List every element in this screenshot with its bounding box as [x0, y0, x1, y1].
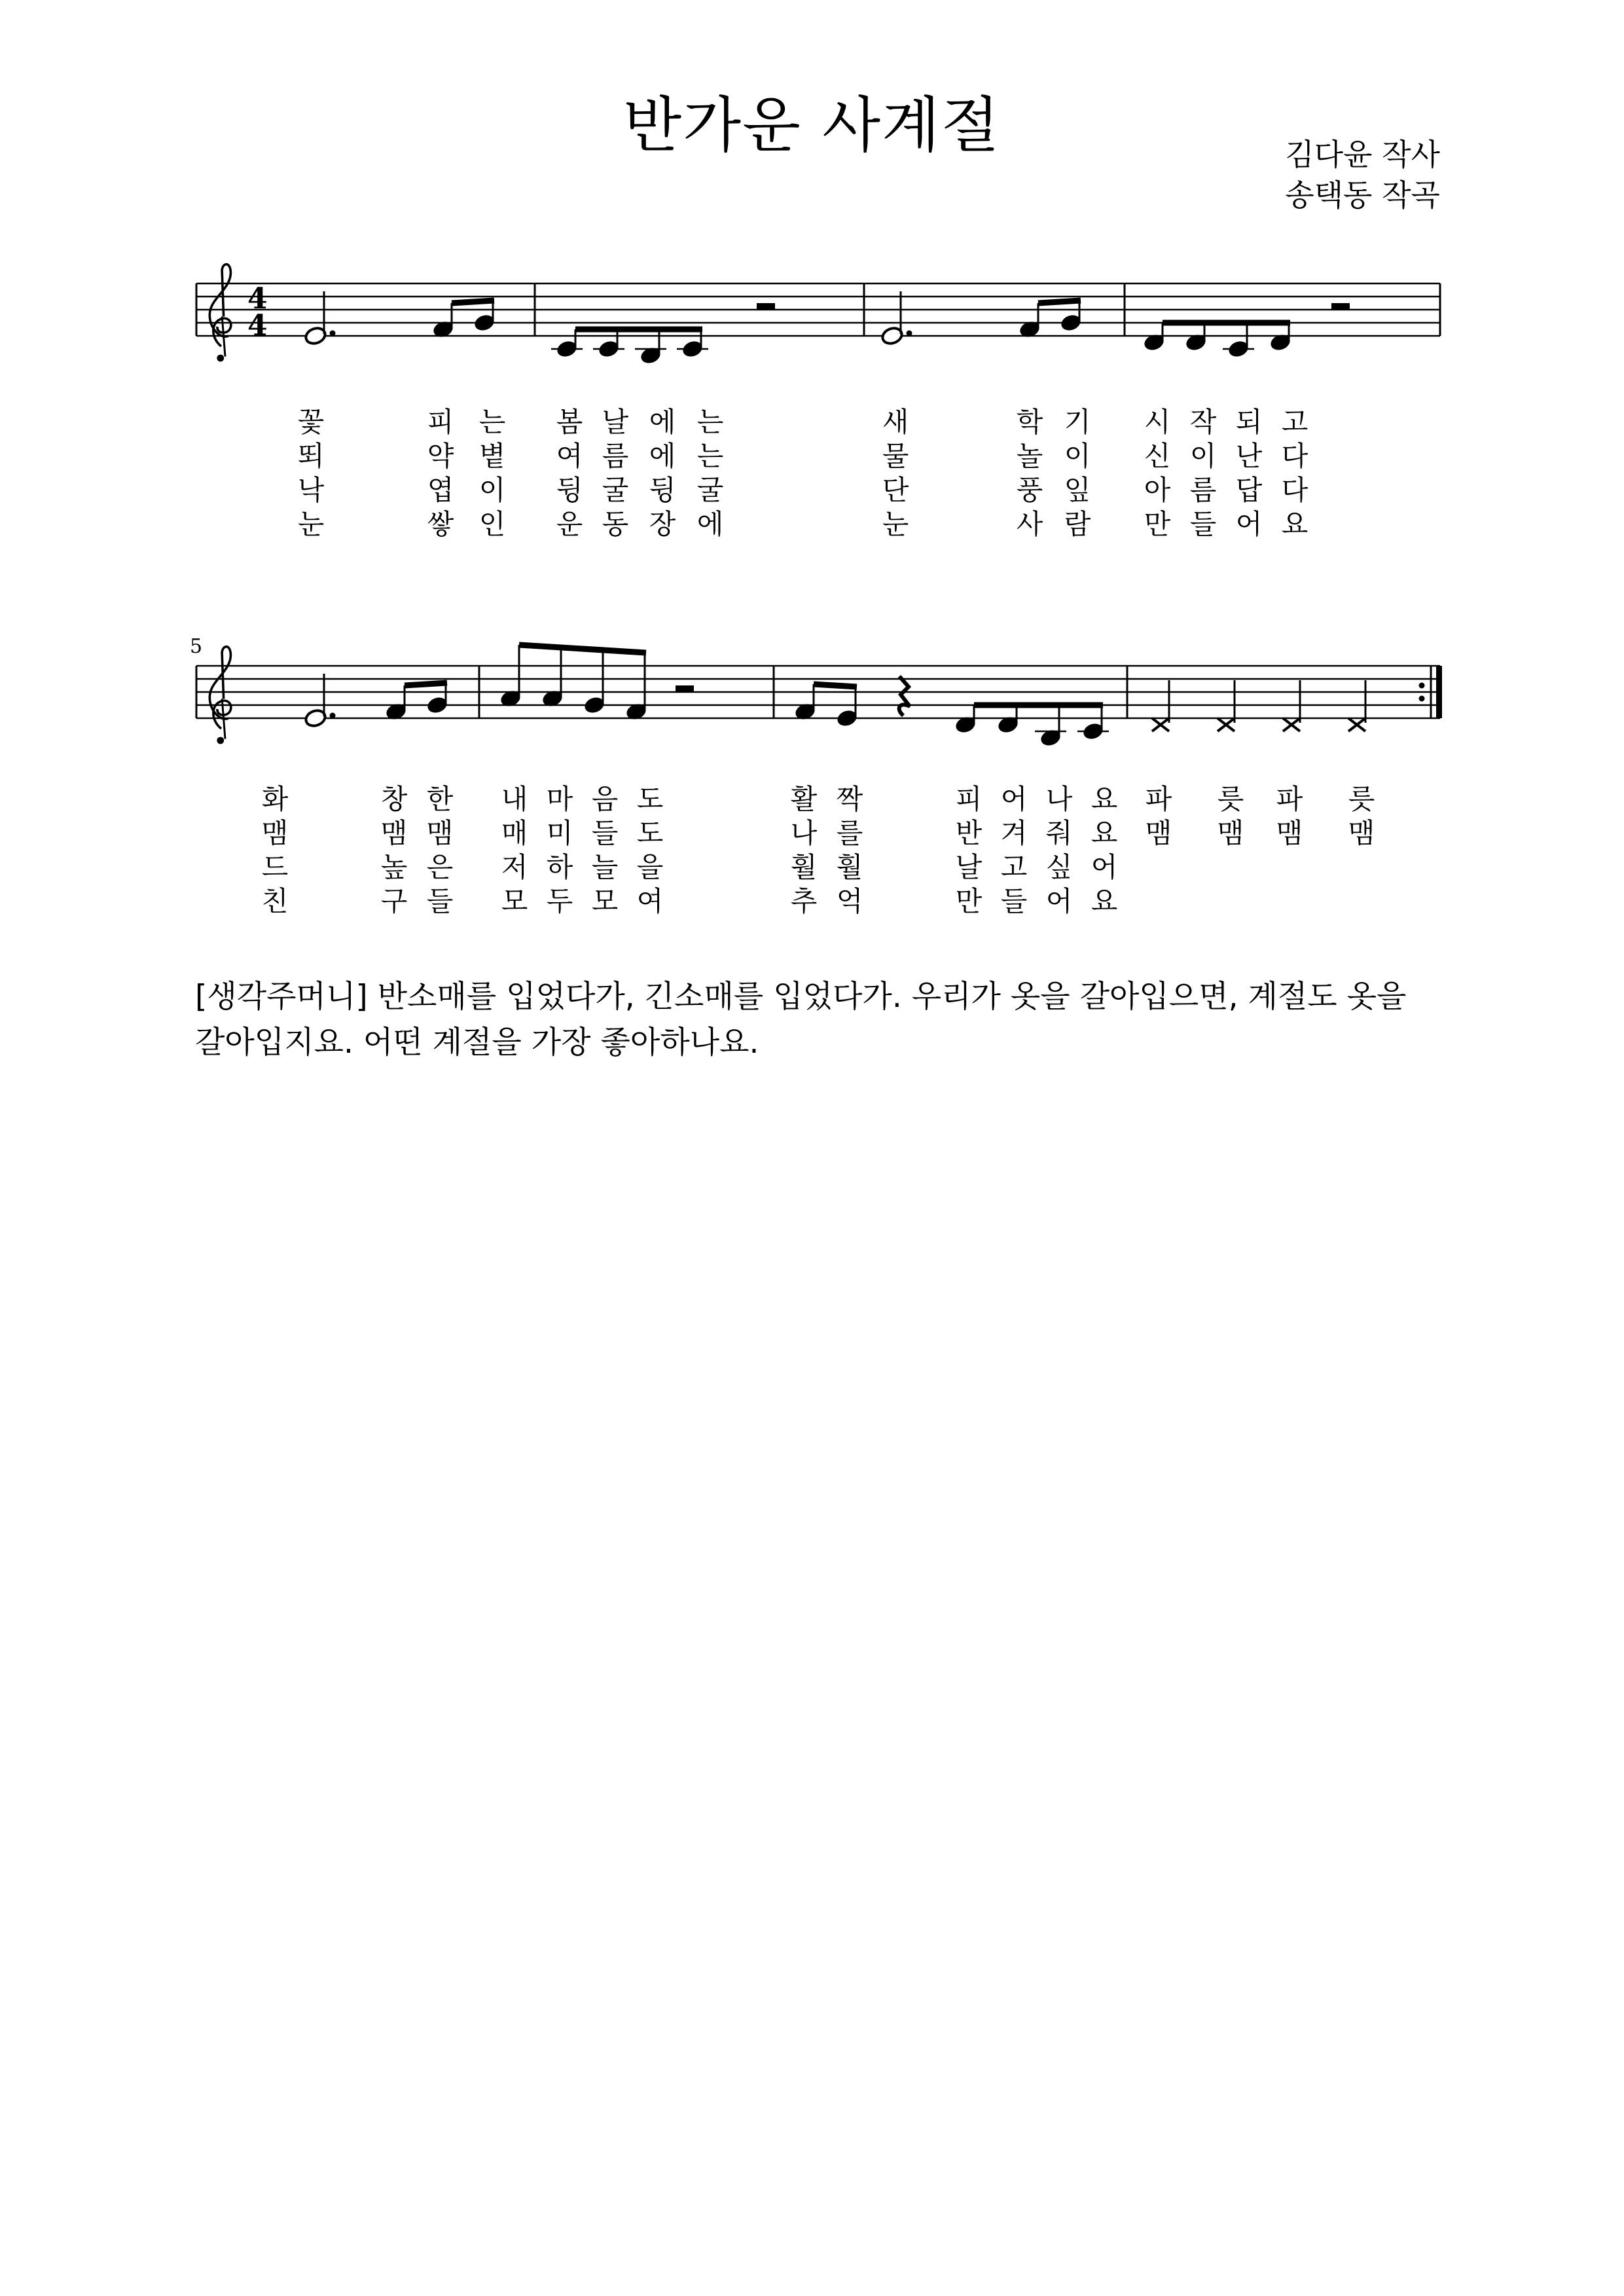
- lyric-syllable: 음: [591, 783, 619, 815]
- beam: [452, 301, 494, 303]
- lyric-syllable: 학: [1016, 406, 1043, 438]
- lyric-syllable: 여: [556, 440, 583, 472]
- lyric-syllable: 름: [602, 440, 629, 472]
- lyric-syllable: 고: [1000, 851, 1028, 883]
- lyric-syllable: 답: [1235, 474, 1263, 506]
- lyric-syllable: 활: [790, 783, 818, 815]
- lyric-syllable: 을: [636, 851, 664, 883]
- lyric-syllable: 추: [790, 885, 818, 917]
- lyric-syllable: 파: [1145, 783, 1172, 815]
- lyric-syllable: 이: [1189, 440, 1217, 472]
- lyric-syllable: 약: [427, 440, 454, 472]
- x-notehead: [1348, 718, 1365, 731]
- lyric-syllable: 어: [1091, 851, 1118, 883]
- lyric-syllable: 뒹: [556, 474, 583, 506]
- lyric-syllable: 새: [882, 406, 909, 438]
- lyric-syllable: 매: [501, 817, 528, 849]
- lyric-syllable: 요: [1091, 817, 1118, 849]
- lyric-syllable: 볕: [478, 440, 506, 472]
- lyric-syllable: 는: [478, 406, 506, 438]
- lyric-syllable: 를: [836, 817, 863, 849]
- half-rest: [757, 303, 775, 310]
- lyric-syllable: 되: [1235, 406, 1263, 438]
- lyric-syllable: 람: [1064, 508, 1091, 540]
- song-title: 반가운 사계절: [623, 90, 1001, 160]
- repeat-dot: [1419, 683, 1425, 689]
- lyric-syllable: 에: [696, 508, 724, 540]
- lyric-syllable: 놀: [1016, 440, 1043, 472]
- lyric-syllable: 사: [1016, 508, 1043, 540]
- lyric-syllable: 도: [636, 817, 664, 849]
- lyric-syllable: 날: [602, 406, 629, 438]
- lyric-syllable: 릇: [1348, 783, 1375, 815]
- lyric-syllable: 피: [427, 406, 454, 438]
- lyric-syllable: 늘: [591, 851, 619, 883]
- lyric-syllable: 친: [261, 885, 289, 917]
- lyric-syllable: 뙤: [297, 440, 325, 472]
- lyric-syllable: 릇: [1217, 783, 1244, 815]
- lyric-syllable: 마: [546, 783, 573, 815]
- half-rest: [676, 685, 694, 692]
- lyric-syllable: 날: [955, 851, 983, 883]
- lyric-syllable: 어: [1000, 783, 1028, 815]
- repeat-dot: [1419, 696, 1425, 702]
- lyric-syllable: 만: [955, 885, 983, 917]
- treble-clef: [209, 647, 231, 744]
- dot: [330, 331, 336, 337]
- lyric-syllable: 두: [546, 885, 573, 917]
- lyric-syllable: 다: [1281, 474, 1308, 506]
- lyric-syllable: 장: [649, 508, 676, 540]
- staff-system-1: [196, 264, 1440, 366]
- lyric-syllable: 굴: [696, 474, 724, 506]
- lyric-syllable: 잎: [1064, 474, 1091, 506]
- lyric-syllable: 아: [1144, 474, 1171, 506]
- lyric-syllable: 에: [649, 406, 676, 438]
- staff-system-2: [196, 645, 1442, 748]
- lyric-syllable: 겨: [1000, 817, 1028, 849]
- lyric-syllable: 나: [790, 817, 818, 849]
- lyric-syllable: 다: [1281, 440, 1308, 472]
- lyric-syllable: 작: [1189, 406, 1217, 438]
- lyric-syllable: 들: [1189, 508, 1217, 540]
- treble-clef: [209, 264, 231, 362]
- beam: [1038, 301, 1081, 303]
- lyric-syllable: 나: [1045, 783, 1073, 815]
- lyric-syllable: 맴: [426, 817, 454, 849]
- lyric-syllable: 모: [591, 885, 619, 917]
- lyric-syllable: 짝: [836, 783, 863, 815]
- lyric-syllable: 운: [556, 508, 583, 540]
- lyric-syllable: 들: [1000, 885, 1028, 917]
- lyric-syllable: 꽃: [297, 406, 325, 438]
- lyric-syllable: 만: [1144, 508, 1171, 540]
- beam: [519, 645, 646, 653]
- half-rest: [1331, 303, 1350, 310]
- lyric-syllable: 는: [696, 440, 724, 472]
- thinking-pocket-note: [생각주머니] 반소매를 입었다가, 긴소매를 입었다가. 우리가 옷을 갈아입으면, 계절도 옷을 갈아입지요. 어떤 계절을 가장 좋아하나요.: [195, 979, 1407, 1061]
- lyric-syllable: 훨: [790, 851, 818, 883]
- lyric-syllable: 훨: [836, 851, 863, 883]
- lyric-syllable: 맴: [261, 817, 289, 849]
- lyric-syllable: 맴: [380, 817, 408, 849]
- lyric-syllable: 눈: [297, 508, 325, 540]
- lyric-syllable: 맴: [1276, 817, 1303, 849]
- lyric-syllable: 는: [696, 406, 724, 438]
- x-notehead: [1218, 718, 1235, 731]
- lyric-syllable: 드: [261, 851, 289, 883]
- lyric-syllable: 들: [426, 885, 454, 917]
- x-notehead: [1283, 718, 1300, 731]
- lyric-syllable: 쌓: [427, 508, 454, 540]
- lyric-syllable: 요: [1091, 783, 1118, 815]
- lyric-syllable: 물: [882, 440, 909, 472]
- lyric-syllable: 여: [636, 885, 664, 917]
- lyric-syllable: 억: [836, 885, 863, 917]
- lyric-syllable: 모: [501, 885, 528, 917]
- lyric-syllable: 파: [1276, 783, 1303, 815]
- lyric-syllable: 에: [649, 440, 676, 472]
- lyric-syllable: 구: [380, 885, 408, 917]
- lyric-syllable: 굴: [602, 474, 629, 506]
- lyric-syllable: 높: [380, 851, 408, 883]
- lyric-syllable: 인: [478, 508, 506, 540]
- lyric-syllable: 어: [1235, 508, 1263, 540]
- lyric-syllable: 맴: [1348, 817, 1375, 849]
- lyric-syllable: 내: [501, 783, 528, 815]
- dot: [907, 331, 912, 337]
- lyric-syllable: 미: [546, 817, 573, 849]
- lyric-syllable: 신: [1144, 440, 1171, 472]
- x-notehead: [1152, 718, 1169, 731]
- lyric-syllable: 창: [380, 783, 408, 815]
- measure-number: 5: [190, 635, 203, 658]
- lyric-syllable: 화: [261, 783, 289, 815]
- lyric-syllable: 엽: [427, 474, 454, 506]
- lyric-syllable: 은: [426, 851, 454, 883]
- lyric-syllable: 반: [955, 817, 983, 849]
- lyric-syllable: 름: [1189, 474, 1217, 506]
- lyric-syllable: 맴: [1217, 817, 1244, 849]
- lyric-syllable: 도: [636, 783, 664, 815]
- lyric-syllable: 단: [882, 474, 909, 506]
- lyric-syllable: 저: [501, 851, 528, 883]
- time-signature-top: 4: [247, 282, 268, 316]
- quarter-rest: [899, 676, 910, 716]
- lyric-syllable: 하: [546, 851, 573, 883]
- dot: [330, 713, 336, 719]
- lyric-syllable: 뒹: [649, 474, 676, 506]
- lyric-syllable: 이: [478, 474, 506, 506]
- beam: [405, 683, 447, 685]
- lyric-syllable: 싶: [1045, 851, 1073, 883]
- lyric-syllable: 고: [1281, 406, 1308, 438]
- beam: [814, 684, 857, 687]
- lyric-syllable: 요: [1091, 885, 1118, 917]
- lyric-syllable: 한: [426, 783, 454, 815]
- lyric-syllable: 동: [602, 508, 629, 540]
- lyric-syllable: 줘: [1045, 817, 1073, 849]
- lyric-syllable: 풍: [1016, 474, 1043, 506]
- lyric-syllable: 낙: [297, 474, 325, 506]
- lyric-syllable: 피: [955, 783, 983, 815]
- lyric-syllable: 이: [1064, 440, 1091, 472]
- lyricist-credit: 김다윤 작사: [1285, 137, 1440, 172]
- lyric-syllable: 들: [591, 817, 619, 849]
- lyric-syllable: 눈: [882, 508, 909, 540]
- lyric-syllable: 요: [1281, 508, 1308, 540]
- composer-credit: 송택동 작곡: [1285, 177, 1440, 213]
- lyric-syllable: 봄: [556, 406, 583, 438]
- lyric-syllable: 기: [1064, 406, 1091, 438]
- time-signature-bottom: 4: [247, 309, 268, 342]
- lyric-syllable: 어: [1045, 885, 1073, 917]
- lyric-syllable: 맴: [1145, 817, 1172, 849]
- lyric-syllable: 난: [1235, 440, 1263, 472]
- lyric-syllable: 시: [1144, 406, 1171, 438]
- final-barline: [1436, 666, 1442, 718]
